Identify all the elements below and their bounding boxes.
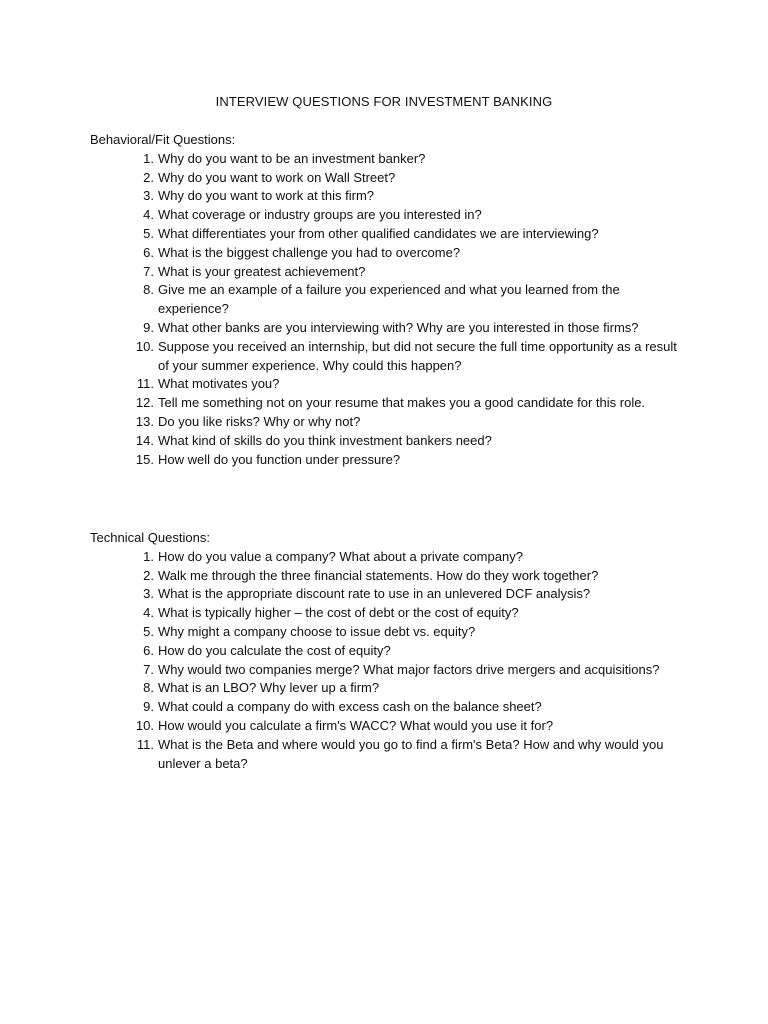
- question-text: What motivates you?: [158, 376, 280, 392]
- behavioral-section: [90, 131, 690, 469]
- question-number: 2.: [143, 567, 154, 583]
- technical-question-list: [90, 548, 690, 774]
- question-item: [90, 736, 690, 774]
- question-text: What is the biggest challenge you had to overcome?: [158, 244, 461, 260]
- question-text: What is typically higher – the cost of debt or the cost of equity?: [158, 605, 519, 621]
- question-text: Why might a company choose to issue debt vs. equity?: [158, 623, 476, 639]
- question-item: [90, 244, 690, 263]
- document-title: INTERVIEW QUESTIONS FOR INVESTMENT BANKING: [215, 94, 553, 109]
- question-item: [90, 661, 690, 680]
- question-text: Suppose you received an internship, but did not secure the full time opportunity as a result of your summer experience. Why could this happen?: [158, 338, 677, 373]
- question-item: [90, 225, 690, 244]
- section-heading-technical: Technical Questions:: [90, 530, 210, 545]
- question-text: What kind of skills do you think investment bankers need?: [158, 432, 492, 448]
- question-text: Why would two companies merge? What major factors drive mergers and acquisitions?: [158, 661, 660, 677]
- question-number: 7.: [143, 263, 154, 279]
- question-text: What is the Beta and where would you go to find a firm's Beta? How and why would you unlever a beta?: [158, 736, 664, 771]
- question-item: [90, 604, 690, 623]
- question-text: How well do you function under pressure?: [158, 451, 401, 467]
- section-heading-behavioral: Behavioral/Fit Questions:: [90, 132, 236, 147]
- question-item: [90, 394, 690, 413]
- question-item: [90, 169, 690, 188]
- question-number: 10.: [135, 338, 154, 354]
- question-number: 14.: [135, 432, 154, 448]
- behavioral-question-list: [90, 150, 690, 470]
- question-item: [90, 413, 690, 432]
- question-number: 2.: [143, 169, 154, 185]
- question-number: 6.: [143, 642, 154, 658]
- question-item: [90, 642, 690, 661]
- question-text: Give me an example of a failure you experienced and what you learned from the experience?: [158, 282, 620, 317]
- question-item: [90, 432, 690, 451]
- question-number: 9.: [143, 319, 154, 335]
- question-text: Why do you want to be an investment banker?: [158, 150, 426, 166]
- question-item: [90, 679, 690, 698]
- question-text: Tell me something not on your resume that makes you a good candidate for this role.: [158, 395, 646, 411]
- question-text: How would you calculate a firm's WACC? What would you use it for?: [158, 717, 554, 733]
- question-item: [90, 281, 690, 319]
- question-item: [90, 548, 690, 567]
- question-text: What is the appropriate discount rate to use in an unlevered DCF analysis?: [158, 586, 591, 602]
- question-item: [90, 717, 690, 736]
- question-number: 5.: [143, 225, 154, 241]
- question-item: [90, 567, 690, 586]
- question-item: [90, 150, 690, 169]
- question-item: [90, 319, 690, 338]
- question-item: [90, 206, 690, 225]
- question-text: What is your greatest achievement?: [158, 263, 366, 279]
- question-number: 4.: [143, 207, 154, 223]
- question-number: 6.: [143, 244, 154, 260]
- question-text: How do you calculate the cost of equity?: [158, 642, 391, 658]
- question-number: 9.: [143, 699, 154, 715]
- question-item: [90, 338, 690, 376]
- question-number: 3.: [143, 586, 154, 602]
- question-item: [90, 585, 690, 604]
- question-text: What is an LBO? Why lever up a firm?: [158, 680, 380, 696]
- question-item: [90, 187, 690, 206]
- question-item: [90, 698, 690, 717]
- question-text: Why do you want to work at this firm?: [158, 188, 375, 204]
- question-number: 5.: [143, 623, 154, 639]
- question-text: How do you value a company? What about a private company?: [158, 548, 523, 564]
- question-text: What could a company do with excess cash on the balance sheet?: [158, 699, 542, 715]
- question-number: 4.: [143, 605, 154, 621]
- question-text: What coverage or industry groups are you interested in?: [158, 207, 482, 223]
- question-number: 12.: [135, 395, 154, 411]
- question-text: Walk me through the three financial statements. How do they work together?: [158, 567, 599, 583]
- question-text: What other banks are you interviewing with? Why are you interested in those firms?: [158, 319, 639, 335]
- question-number: 8.: [143, 680, 154, 696]
- question-number: 11.: [136, 376, 154, 392]
- question-number: 11.: [136, 736, 154, 752]
- question-item: [90, 375, 690, 394]
- question-number: 8.: [143, 282, 154, 298]
- question-item: [90, 451, 690, 470]
- question-text: What differentiates your from other qualified candidates we are interviewing?: [158, 225, 599, 241]
- technical-section: [90, 529, 690, 773]
- question-text: Do you like risks? Why or why not?: [158, 413, 361, 429]
- question-number: 1.: [143, 548, 154, 564]
- question-item: [90, 263, 690, 282]
- question-number: 13.: [135, 413, 154, 429]
- question-item: [90, 623, 690, 642]
- question-number: 7.: [143, 661, 154, 677]
- question-number: 1.: [143, 150, 154, 166]
- question-text: Why do you want to work on Wall Street?: [158, 169, 396, 185]
- question-number: 15.: [135, 451, 154, 467]
- question-number: 3.: [143, 188, 154, 204]
- question-number: 10.: [135, 717, 154, 733]
